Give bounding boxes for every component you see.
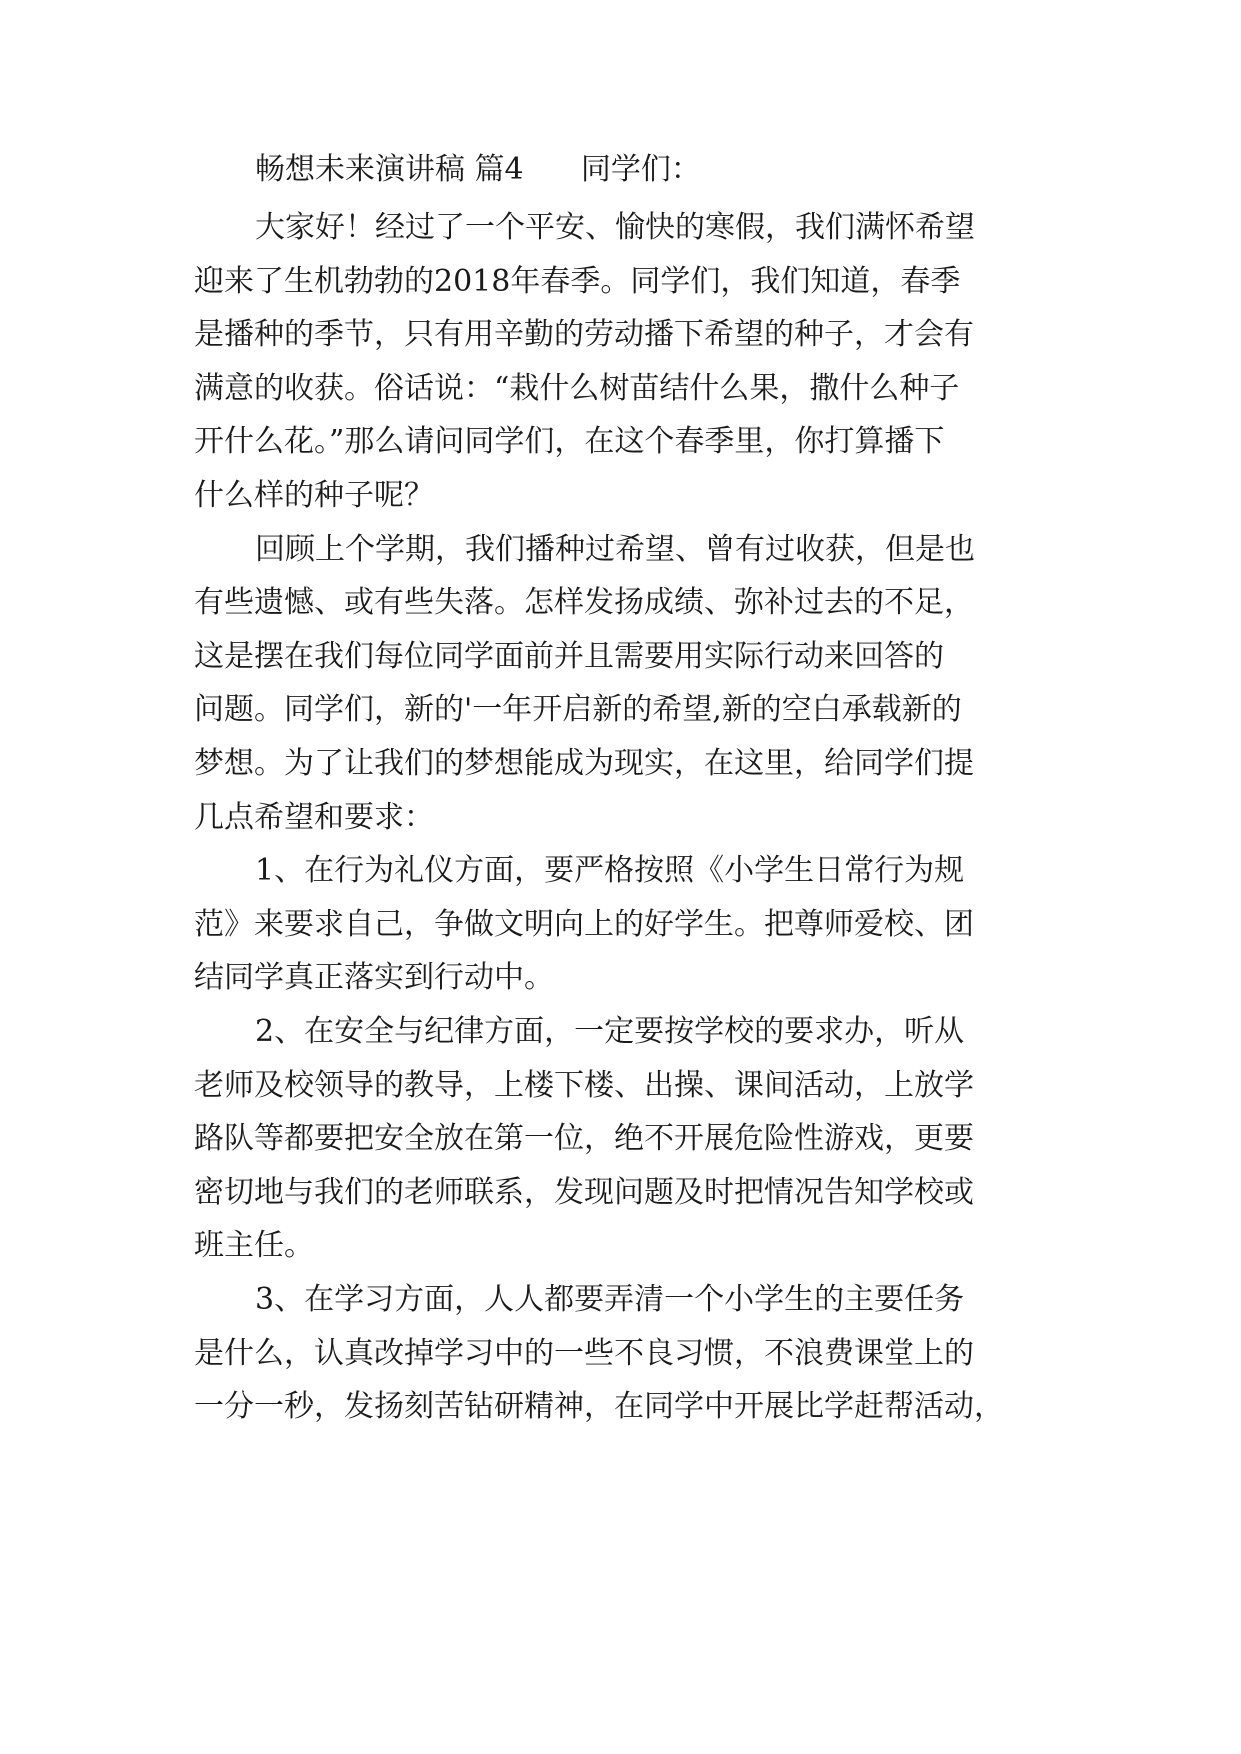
- paragraph-line: 是什么，认真改掉学习中的一些不良习惯，不浪费课堂上的: [194, 1336, 974, 1371]
- paragraph-line: 1、在行为礼仪方面，要严格按照《小学生日常行为规: [255, 853, 965, 888]
- paragraph-line: 老师及校领导的教导，上楼下楼、出操、课间活动，上放学: [194, 1068, 974, 1103]
- paragraph-line: 是播种的季节，只有用辛勤的劳动播下希望的种子，才会有: [194, 317, 974, 352]
- paragraph-line: 路队等都要把安全放在第一位，绝不开展危险性游戏，更要: [194, 1121, 974, 1156]
- title-line: 畅想未来演讲稿 篇4 同学们：: [255, 152, 701, 187]
- paragraph-line: 班主任。: [194, 1228, 314, 1263]
- paragraph-line: 密切地与我们的老师联系，发现问题及时把情况告知学校或: [194, 1175, 974, 1210]
- paragraph-line: 3、在学习方面，人人都要弄清一个小学生的主要任务: [255, 1282, 965, 1317]
- paragraph-line: 有些遗憾、或有些失落。怎样发扬成绩、弥补过去的不足，: [194, 585, 974, 620]
- paragraph-line: 一分一秒，发扬刻苦钻研精神，在同学中开展比学赶帮活动，: [194, 1389, 1004, 1424]
- paragraph-line: 满意的收获。俗话说：“栽什么树苗结什么果，撒什么种子: [194, 371, 960, 406]
- paragraph-line: 梦想。为了让我们的梦想能成为现实，在这里，给同学们提: [194, 746, 974, 781]
- paragraph-line: 范》来要求自己，争做文明向上的好学生。把尊师爱校、团: [194, 907, 974, 942]
- paragraph-line: 什么样的种子呢？: [194, 478, 434, 513]
- paragraph-line: 结同学真正落实到行动中。: [194, 960, 554, 995]
- paragraph-line: 几点希望和要求：: [194, 800, 434, 835]
- paragraph-line: 2、在安全与纪律方面，一定要按学校的要求办，听从: [255, 1014, 965, 1049]
- paragraph-line: 这是摆在我们每位同学面前并且需要用实际行动来回答的: [194, 639, 944, 674]
- paragraph-line: 大家好！经过了一个平安、愉快的寒假，我们满怀希望: [255, 210, 975, 245]
- paragraph-line: 回顾上个学期，我们播种过希望、曾有过收获，但是也: [255, 532, 975, 567]
- paragraph-line: 迎来了生机勃勃的2018年春季。同学们，我们知道，春季: [194, 264, 961, 299]
- paragraph-line: 问题。同学们，新的'一年开启新的希望,新的空白承载新的: [194, 692, 962, 727]
- paragraph-line: 开什么花。”那么请问同学们，在这个春季里，你打算播下: [194, 424, 945, 459]
